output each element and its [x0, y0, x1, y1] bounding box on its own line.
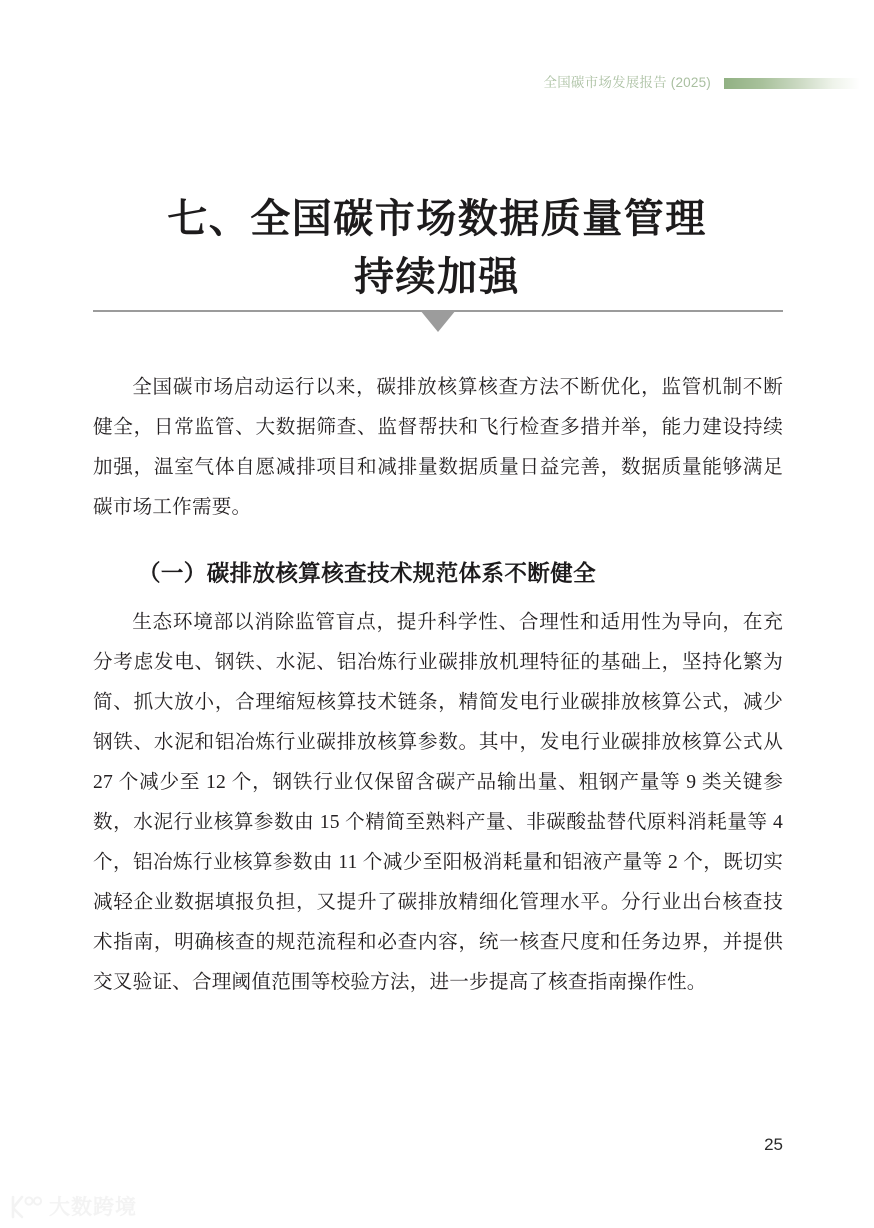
page-number-value: 25: [764, 1135, 783, 1154]
triangle-down-icon: [420, 310, 456, 332]
intro-paragraph: 全国碳市场启动运行以来，碳排放核算核查方法不断优化，监管机制不断健全，日常监管、大数据筛查、监督帮扶和飞行检查多措并举，能力建设持续加强，温室气体自愿减排项目和减排量数据质量日益完善，数据质量能够满足碳市场工作需要。: [93, 377, 783, 518]
title-divider: [93, 310, 783, 312]
chapter-title-line-1: 七、全国碳市场数据质量管理: [167, 195, 707, 241]
page-number: [0, 1135, 783, 1155]
watermark-label: 大数跨境: [49, 1195, 137, 1219]
body-content: [93, 368, 783, 1003]
watermark-logo-icon: [10, 1194, 44, 1220]
watermark: [10, 1194, 137, 1220]
section-paragraph: 生态环境部以消除监管盲点，提升科学性、合理性和适用性为导向，在充分考虑发电、钢铁、水泥、铝冶炼行业碳排放机理特征的基础上，坚持化繁为简、抓大放小，合理缩短核算技术链条，精简发电行业碳排放核算公式，减少钢铁、水泥和铝冶炼行业碳排放核算参数。其中，发电行业碳排放核算公式从 27 个减少至 12 个，钢铁行业仅保留含碳产品输出量、粗钢产量等 9 类关键参数，水泥行业核算参数由 15 个精简至熟料产量、非碳酸盐替代原料消耗量等 4 个，铝冶炼行业核算参数由 11 个减少至阳极消耗量和铝液产量等 2 个，既切实减轻企业数据填报负担，又提升了碳排放精细化管理水平。分行业出台核查技术指南，明确核查的规范流程和必查内容，统一核查尺度和任务边界，并提供交叉验证、合理阈值范围等校验方法，进一步提高了核查指南操作性。: [93, 612, 783, 993]
header-accent-bar: [724, 78, 860, 89]
running-header-title: 全国碳市场发展报告 (2025): [543, 75, 711, 91]
chapter-title-line-2: 持续加强: [354, 253, 520, 299]
running-header: [0, 72, 874, 94]
chapter-title: [0, 190, 874, 306]
section-heading: （一）碳排放核算核查技术规范体系不断健全: [138, 561, 597, 586]
